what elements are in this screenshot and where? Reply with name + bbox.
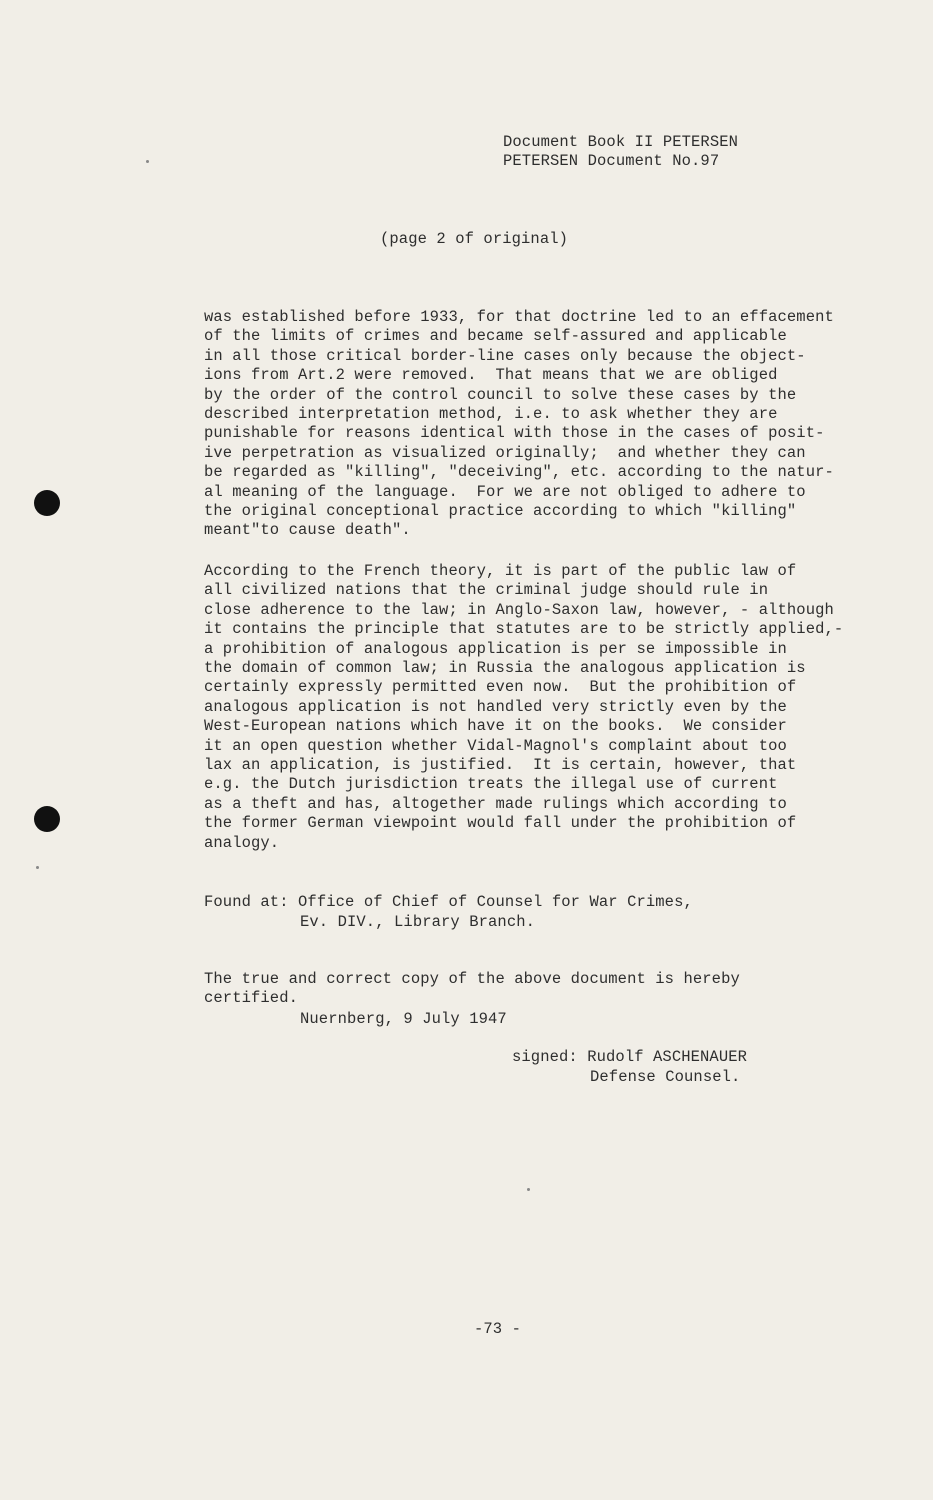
certification-line-2: certified.	[204, 989, 299, 1007]
paragraph-line: West-European nations which have it on the books. We consider	[204, 717, 787, 736]
paragraph-line: all civilized nations that the criminal judge should rule in	[204, 581, 769, 600]
paragraph-line: as a theft and has, altogether made rulings which according to	[204, 794, 787, 813]
speck-mark	[36, 866, 39, 869]
found-at-line-1: Found at: Office of Chief of Counsel for War Crimes,	[204, 893, 693, 911]
paragraph-line: ive perpetration as visualized originally; and whether they can	[204, 443, 806, 462]
paragraph-line: it an open question whether Vidal-Magnol's complaint about too	[204, 736, 787, 755]
paragraph-line: al meaning of the language. For we are not obliged to adhere to	[204, 482, 806, 501]
paragraph-line: ions from Art.2 were removed. That means that we are obliged	[204, 366, 778, 385]
header-line-2: PETERSEN Document No.97	[503, 152, 720, 170]
paragraph-line: certainly expressly permitted even now. But the prohibition of	[204, 678, 797, 697]
paragraph-line: e.g. the Dutch jurisdiction treats the illegal use of current	[204, 775, 778, 794]
paragraph-line: the domain of common law; in Russia the analogous application is	[204, 659, 806, 677]
paragraph-line: analogous application is not handled very strictly even by the	[204, 697, 787, 716]
speck-mark	[146, 160, 149, 163]
paragraph-line: was established before 1933, for that doctrine led to an effacement	[204, 308, 834, 326]
paragraph-line: by the order of the control council to solve these cases by the	[204, 385, 797, 404]
paragraph-line: it contains the principle that statutes are to be strictly applied,-	[204, 620, 844, 639]
certification-line-1: The true and correct copy of the above document is hereby	[204, 970, 740, 988]
paragraph-line: analogy.	[204, 833, 280, 852]
paragraph-line: lax an application, is justified. It is certain, however, that	[204, 756, 797, 774]
paragraph-line: in all those critical border-line cases only because the object-	[204, 346, 806, 365]
paragraph-line: the original conceptional practice according to which "killing"	[204, 502, 797, 520]
paragraph-line: be regarded as "killing", "deceiving", etc. according to the natur-	[204, 463, 834, 482]
speck-mark	[527, 1188, 530, 1191]
paragraph-line: described interpretation method, i.e. to ask whether they are	[204, 405, 778, 423]
paragraph-line: meant"to cause death".	[204, 521, 411, 540]
punch-hole-bottom	[34, 806, 60, 832]
paragraph-line: close adherence to the law; in Anglo-Saxon law, however, - although	[204, 600, 834, 619]
paragraph-line: According to the French theory, it is part of the public law of	[204, 562, 797, 580]
certification-place-date: Nuernberg, 9 July 1947	[300, 1010, 507, 1028]
paragraph-line: of the limits of crimes and became self-assured and applicable	[204, 327, 787, 346]
header-line-1: Document Book II PETERSEN	[503, 133, 739, 151]
signature-line-2: Defense Counsel.	[590, 1068, 741, 1086]
paragraph-line: the former German viewpoint would fall under the prohibition of	[204, 814, 797, 833]
signature-line-1: signed: Rudolf ASCHENAUER	[512, 1048, 748, 1066]
page-note: (page 2 of original)	[380, 230, 569, 248]
paragraph-line: punishable for reasons identical with those in the cases of posit-	[204, 424, 825, 443]
punch-hole-top	[34, 490, 60, 516]
paragraph-line: a prohibition of analogous application is per se impossible in	[204, 639, 787, 658]
found-at-line-2: Ev. DIV., Library Branch.	[300, 913, 536, 931]
page-number: -73 -	[474, 1320, 522, 1338]
